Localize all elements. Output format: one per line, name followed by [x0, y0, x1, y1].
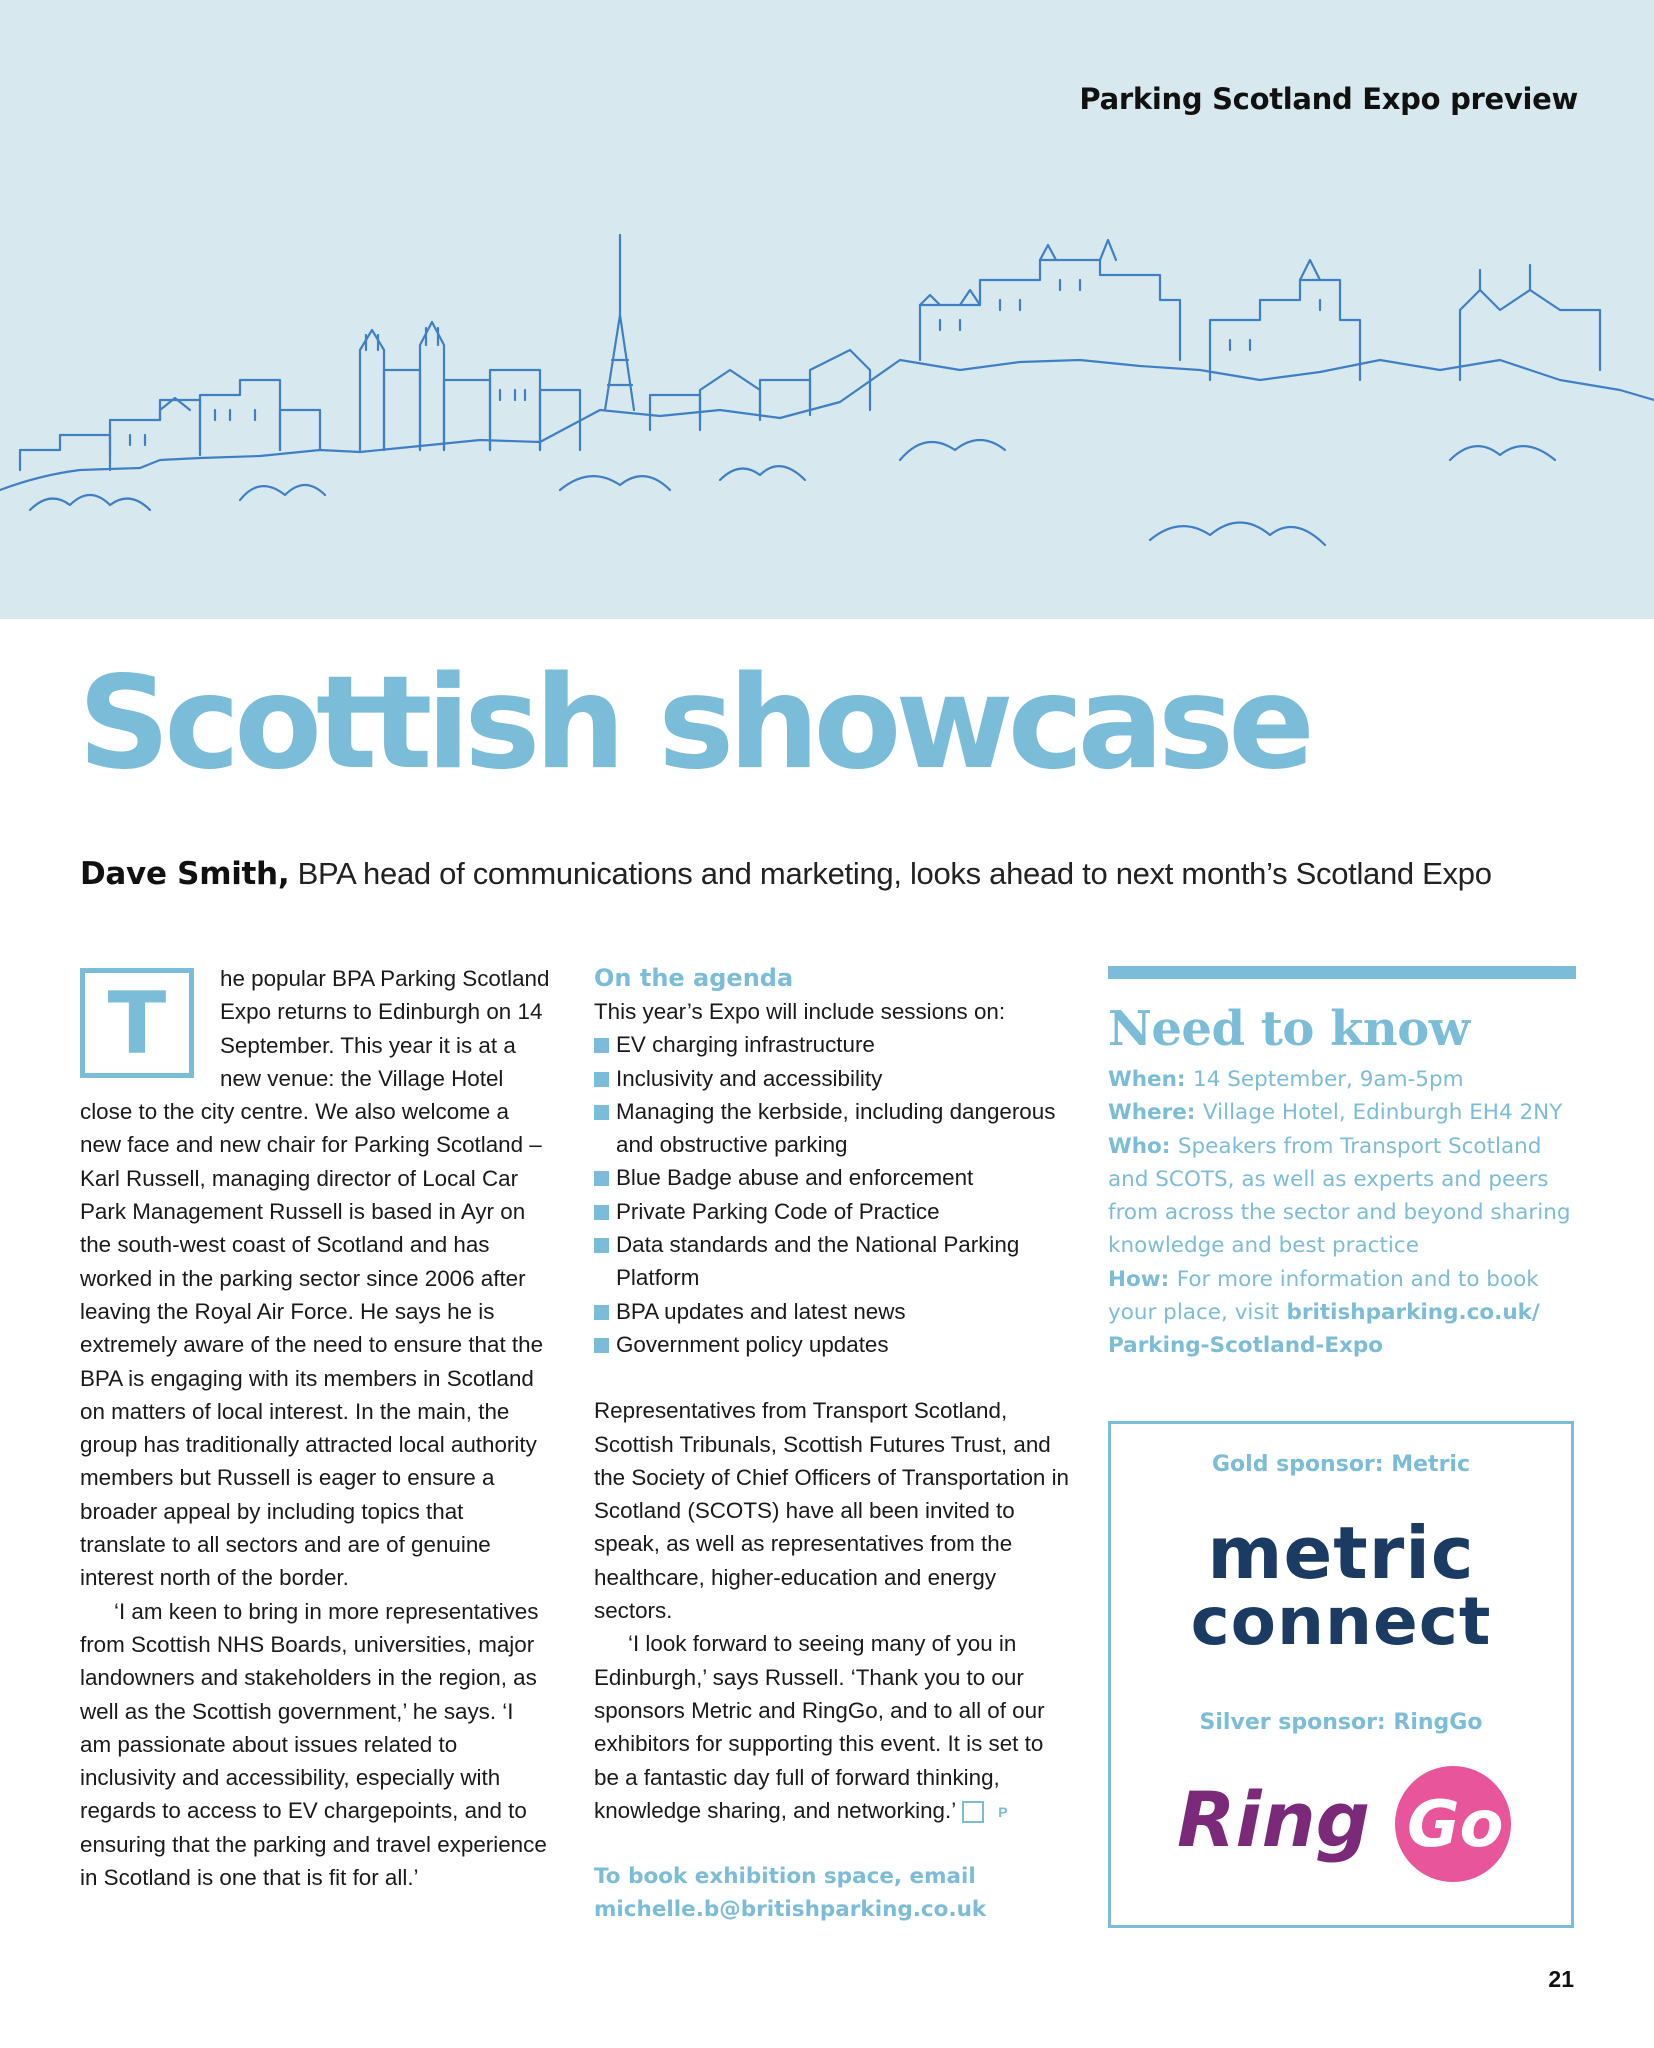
when-row [1108, 1063, 1576, 1096]
bullet-square-icon [594, 1238, 609, 1253]
ringgo-logo [1171, 1764, 1523, 1884]
bullet-square-icon [594, 1171, 609, 1186]
when-value: 14 September, 9am-5pm [1193, 1067, 1464, 1092]
standfirst [80, 856, 1492, 892]
list-item [594, 1195, 1074, 1228]
standfirst-author: Dave Smith, [80, 856, 290, 892]
booking-email-link[interactable]: michelle.b@britishparking.co.uk [594, 1897, 987, 1923]
drop-cap-letter: T [107, 974, 167, 1074]
agenda-heading: On the agenda [594, 964, 794, 992]
who-label: Who: [1108, 1133, 1171, 1159]
article-column-2 [594, 962, 1074, 1927]
body-paragraph-1: he popular BPA Parking Scotland Expo returns to Edinburgh on 14 September. This year it is at a new venue: the Village Hotel close to the city centre. We also welcome a new face and new chair for Parking Scotland – Karl Russell, managing director of Local Car Park Management Russell is based in Ayr on the south-west coast of Scotland and has worked in the parking sector since 2006 after leaving the Royal Air Force. He says he is extremely aware of the need to ensure that the BPA is engaging with its members in Scotland on matters of local interest. In the main, the group has traditionally attracted local authority members but Russell is eager to ensure a broader appeal by including topics that translate to all sectors and are of genuine interest north of the border. [80, 966, 550, 1591]
section-label: Parking Scotland Expo preview [1079, 82, 1578, 116]
agenda-intro: This year’s Expo will include sessions on: [594, 999, 1006, 1024]
where-row [1108, 1096, 1576, 1129]
need-to-know-body [1108, 1063, 1576, 1363]
bullet-square-icon [594, 1072, 609, 1087]
drop-cap [80, 968, 194, 1078]
need-to-know-rule [1108, 966, 1576, 979]
how-row [1108, 1263, 1576, 1363]
list-item-text: Data standards and the National Parking Platform [616, 1232, 1020, 1291]
bullet-square-icon [594, 1105, 609, 1120]
bullet-square-icon [594, 1305, 609, 1320]
article-column-1 [80, 962, 550, 1894]
list-item-text: Managing the kerbside, including dangerous and obstructive parking [616, 1098, 1056, 1158]
how-label: How: [1108, 1266, 1170, 1292]
list-item-text: Blue Badge abuse and enforcement [616, 1165, 974, 1191]
list-item [594, 1228, 1074, 1295]
list-item [594, 1295, 1074, 1328]
booking-line: To book exhibition space, email [594, 1864, 976, 1890]
list-item-text: EV charging infrastructure [616, 1032, 875, 1058]
when-label: When: [1108, 1067, 1186, 1092]
list-item-text: BPA updates and latest news [616, 1298, 906, 1324]
list-item [594, 1062, 1074, 1095]
headline: Scottish showcase [78, 649, 1309, 798]
end-mark-icon: P [962, 1801, 984, 1823]
page-number: 21 [1548, 1966, 1574, 1992]
list-item-text: Inclusivity and accessibility [616, 1065, 883, 1091]
metric-connect-logo [1169, 1516, 1513, 1652]
bullet-square-icon [594, 1338, 609, 1353]
metric-logo-line2: connect [1190, 1583, 1492, 1652]
agenda-list [594, 1028, 1074, 1361]
sponsor-box [1108, 1421, 1574, 1928]
body-paragraph-3: Representatives from Transport Scotland, Scottish Tribunals, Scottish Futures Trust, and the Society of Chief Officers of Transportation in Scotland (SCOTS) have all been invited to speak, as well as representatives from the healthcare, higher-education and energy sectors. [594, 1398, 1070, 1624]
list-item [594, 1161, 1074, 1194]
metric-logo-line1: metric [1207, 1516, 1475, 1595]
list-item [594, 1328, 1074, 1361]
how-value: For more information and to book your place, visit [1108, 1266, 1539, 1326]
need-to-know-box [1108, 966, 1576, 1363]
who-value: Speakers from Transport Scotland and SCOTS, as well as experts and peers from across the sector and beyond sharing knowledge and best practice [1108, 1133, 1571, 1259]
where-label: Where: [1108, 1100, 1196, 1126]
standfirst-text: BPA head of communications and marketing, looks ahead to next month’s Scotland Expo [297, 856, 1492, 891]
edinburgh-skyline-illustration [0, 220, 1654, 600]
need-to-know-title: Need to know [1108, 1001, 1470, 1057]
list-item [594, 1028, 1074, 1061]
list-item [594, 1095, 1074, 1162]
body-paragraph-4-text: ‘I look forward to seeing many of you in Edinburgh,’ says Russell. ‘Thank you to our sponsors Metric and RingGo, and to all of our exhibitors for supporting this event. It is set to be a fantastic day full of forward thinking, knowledge sharing, and networking.’ [594, 1631, 1045, 1823]
silver-sponsor-label: Silver sponsor: RingGo [1199, 1710, 1483, 1735]
body-paragraph-2: ‘I am keen to bring in more representatives from Scottish NHS Boards, universities, major landowners and stakeholders in the region, as well as the Scottish government,’ he says. ‘I am passionate about issues related to inclusivity and accessibility, especially with regards to access to EV chargepoints, and to ensuring that the parking and travel experience in Scotland is one that is fit for all.’ [80, 1598, 547, 1891]
who-row [1108, 1130, 1576, 1263]
ringgo-logo-text2: Go [1407, 1788, 1504, 1862]
ringgo-logo-text1: Ring [1177, 1775, 1371, 1864]
where-value: Village Hotel, Edinburgh EH4 2NY [1202, 1100, 1563, 1126]
bullet-square-icon [594, 1205, 609, 1220]
list-item-text: Private Parking Code of Practice [616, 1198, 940, 1224]
list-item-text: Government policy updates [616, 1331, 889, 1357]
gold-sponsor-label: Gold sponsor: Metric [1211, 1452, 1471, 1477]
bullet-square-icon [594, 1038, 609, 1053]
expo-website-link[interactable]: britishparking.co.uk/ Parking-Scotland-Expo [1108, 1300, 1540, 1359]
body-paragraph-4 [594, 1627, 1074, 1827]
hero-banner [0, 0, 1654, 619]
